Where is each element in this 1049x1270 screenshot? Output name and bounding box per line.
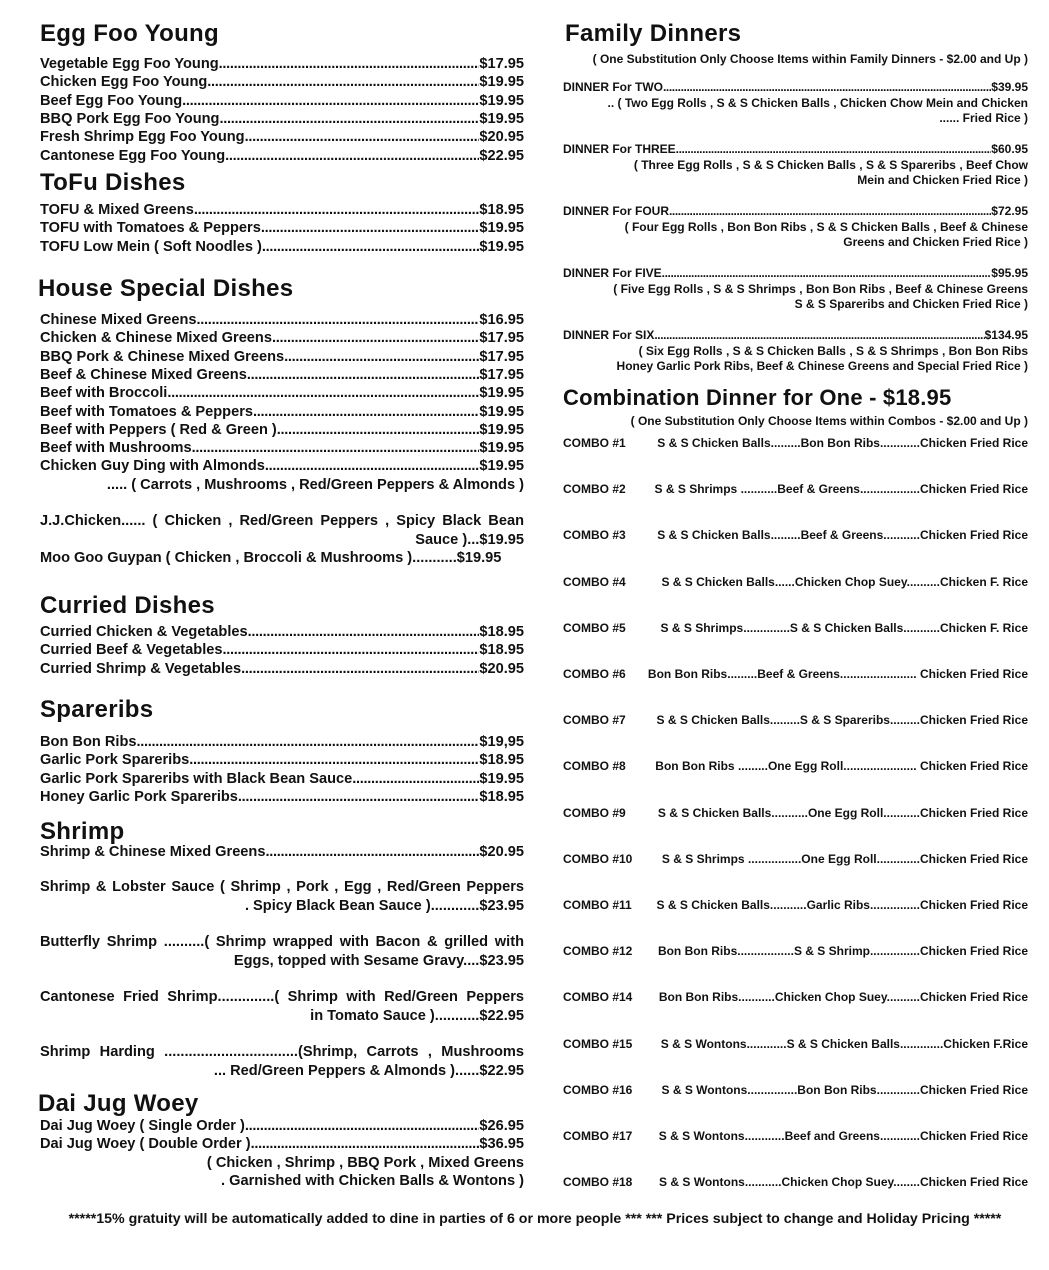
menu-item <box>40 843 524 861</box>
family-dinner-name: DINNER For FOUR <box>563 204 669 218</box>
leader-dots <box>238 788 479 806</box>
item-price: $22.95 <box>479 147 524 164</box>
leader-dots <box>669 204 991 220</box>
section-title-house-special: House Special Dishes <box>38 275 294 302</box>
leader-dots <box>223 641 480 659</box>
menu-item <box>40 128 524 146</box>
item-name: Dai Jug Woey ( Double Order ) <box>40 1136 251 1153</box>
combo-item <box>563 713 1028 727</box>
family-dinner-desc-line2: ...... Fried Rice ) <box>939 111 1028 125</box>
item-name: Beef with Broccoli <box>40 385 168 402</box>
item-name: Beef with Peppers ( Red & Green ) <box>40 421 277 438</box>
leader-dots <box>182 92 479 110</box>
family-dinner-price: $72.95 <box>991 204 1028 218</box>
item-name: Chicken & Chinese Mixed Greens <box>40 330 272 347</box>
menu-item <box>40 348 524 366</box>
family-dinner-header <box>563 80 1028 96</box>
leader-dots <box>248 623 480 641</box>
combo-description: Bon Bon Ribs.................S & S Shrimp...............Chicken Fried Rice <box>657 944 1028 959</box>
combo-number: COMBO #11 <box>563 898 632 912</box>
combo-item <box>563 1175 1028 1189</box>
item-name: Cantonese Egg Foo Young <box>40 147 226 164</box>
combo-number: COMBO #8 <box>563 759 626 774</box>
family-dinner-name: DINNER For TWO <box>563 80 663 94</box>
item-price: $20.95 <box>479 129 524 146</box>
combo-description: S & S Shrimps..............S & S Chicken Balls...........Chicken F. Rice <box>660 620 1028 635</box>
combo-description: S & S Chicken Balls.........S & S Spareribs.........Chicken Fried Rice <box>656 713 1028 728</box>
family-dinner-price: $95.95 <box>991 266 1028 280</box>
item-price: $26.95 <box>479 1118 524 1134</box>
family-dinner-desc-line1: ( Four Egg Rolls , Bon Bon Ribs , S & S Chicken Balls , Beef & Chinese <box>624 219 1028 234</box>
cantonese-shrimp-line1: Cantonese Fried Shrimp..............( Shrimp with Red/Green Peppers <box>40 989 524 1005</box>
family-dinner-desc-line2: Greens and Chicken Fried Rice ) <box>843 235 1028 249</box>
family-dinner-item <box>563 142 1028 189</box>
item-price: $18.95 <box>479 642 524 659</box>
leader-dots <box>654 328 984 344</box>
family-dinner-header <box>563 142 1028 158</box>
combo-description: Bon Bon Ribs...........Chicken Chop Suey..........Chicken Fried Rice <box>658 990 1028 1005</box>
menu-item <box>40 238 524 256</box>
family-dinner-desc-line2: Honey Garlic Pork Ribs, Beef & Chinese Greens and Special Fried Rice ) <box>616 359 1028 373</box>
leader-dots <box>219 110 479 128</box>
leader-dots <box>167 384 479 402</box>
dai-jug-note2: . Garnished with Chicken Balls & Wontons ) <box>221 1173 524 1189</box>
leader-dots <box>284 348 479 366</box>
item-name: BBQ Pork Egg Foo Young <box>40 110 220 127</box>
item-price: $16.95 <box>479 312 524 328</box>
combo-item <box>563 436 1028 450</box>
menu-item <box>40 201 524 219</box>
item-price: $18.95 <box>479 752 524 769</box>
combo-item <box>563 990 1028 1004</box>
dai-jug-note1: ( Chicken , Shrimp , BBQ Pork , Mixed Greens <box>206 1155 524 1171</box>
combo-description: S & S Chicken Balls...........Garlic Ribs...............Chicken Fried Rice <box>656 898 1028 912</box>
menu-item <box>40 421 524 439</box>
menu-item <box>40 329 524 347</box>
item-name: TOFU & Mixed Greens <box>40 202 194 218</box>
leader-dots <box>352 770 479 788</box>
item-name: Beef & Chinese Mixed Greens <box>40 366 247 383</box>
cantonese-shrimp-line2: in Tomato Sauce )...........$22.95 <box>310 1008 524 1024</box>
family-dinner-price: $60.95 <box>991 142 1028 156</box>
item-price: $19.95 <box>479 385 524 402</box>
combo-number: COMBO #1 <box>563 436 626 450</box>
family-dinner-name: DINNER For FIVE <box>563 266 662 280</box>
jj-chicken-item <box>40 512 524 550</box>
shrimp-harding-line1: Shrimp Harding .................................(Shrimp, Carrots , Mushrooms <box>40 1044 524 1060</box>
item-price: $36.95 <box>479 1136 524 1153</box>
item-name: Garlic Pork Spareribs with Black Bean Sauce <box>40 770 353 787</box>
leader-dots <box>241 660 479 678</box>
item-name: TOFU with Tomatoes & Peppers <box>40 220 261 237</box>
menu-item <box>40 219 524 237</box>
butterfly-shrimp-line2: Eggs, topped with Sesame Gravy....$23.95 <box>233 953 524 969</box>
combo-item <box>563 944 1028 958</box>
combo-description: S & S Chicken Balls.........Bon Bon Ribs............Chicken Fried Rice <box>657 436 1028 450</box>
item-name: Curried Shrimp & Vegetables <box>40 660 242 677</box>
combination-subtitle: ( One Substitution Only Choose Items within Combos - $2.00 and Up ) <box>630 414 1028 428</box>
menu-item <box>40 311 524 329</box>
leader-dots <box>245 128 480 146</box>
combo-item <box>563 1037 1028 1051</box>
item-price: $17.95 <box>479 56 524 72</box>
item-price: $19.95 <box>479 74 524 91</box>
combo-description: S & S Wontons...............Bon Bon Ribs.............Chicken Fried Rice <box>661 1082 1028 1097</box>
family-dinner-desc-line1: ( Six Egg Rolls , S & S Chicken Balls , S & S Shrimps , Bon Bon Ribs <box>638 343 1028 358</box>
section-title-spareribs: Spareribs <box>40 696 154 723</box>
combo-description: S & S Chicken Balls.........Beef & Greens...........Chicken Fried Rice <box>657 528 1028 543</box>
shrimp-harding-item <box>40 1043 524 1081</box>
item-price: $19.95 <box>479 92 524 109</box>
combo-number: COMBO #14 <box>563 990 633 1005</box>
item-price: $18.95 <box>479 202 524 218</box>
leader-dots <box>676 142 992 158</box>
menu-item <box>40 641 524 659</box>
combo-item <box>563 482 1028 496</box>
leader-dots <box>262 238 479 256</box>
family-dinner-header <box>563 204 1028 220</box>
leader-dots <box>245 1117 479 1135</box>
menu-item <box>40 457 524 475</box>
family-dinner-item <box>563 266 1028 313</box>
family-dinner-desc-line2: S & S Spareribs and Chicken Fried Rice ) <box>794 297 1028 311</box>
leader-dots <box>277 421 480 439</box>
family-dinner-desc-line2: Mein and Chicken Fried Rice ) <box>857 173 1028 187</box>
item-price: $19.95 <box>479 403 524 420</box>
menu-item <box>40 403 524 421</box>
menu-item <box>40 660 524 678</box>
item-price: $18.95 <box>479 788 524 805</box>
menu-item <box>40 623 524 641</box>
combo-description: S & S Chicken Balls...........One Egg Roll...........Chicken Fried Rice <box>657 805 1028 820</box>
leader-dots <box>189 751 479 769</box>
item-price: $20.95 <box>479 844 524 860</box>
leader-dots <box>272 329 479 347</box>
section-title-family-dinners: Family Dinners <box>565 20 742 47</box>
item-name: Beef with Mushrooms <box>40 440 192 457</box>
leader-dots <box>253 403 479 421</box>
item-price: $19.95 <box>479 421 524 438</box>
leader-dots <box>265 457 479 475</box>
combo-number: COMBO #16 <box>563 1082 633 1097</box>
combo-number: COMBO #9 <box>563 805 626 820</box>
family-dinner-name: DINNER For THREE <box>563 142 676 156</box>
leader-dots <box>251 1135 480 1153</box>
family-dinner-header <box>563 266 1028 282</box>
leader-dots <box>247 366 480 384</box>
footer-note: *****15% gratuity will be automatically added to dine in parties of 6 or more people *** *** Prices subject to change and Holiday Pricing ***** <box>68 1211 1002 1227</box>
family-dinner-price: $134.95 <box>984 328 1028 342</box>
item-name: Bon Bon Ribs <box>40 734 137 750</box>
item-price: $20.95 <box>479 660 524 677</box>
item-price: $17.95 <box>479 366 524 383</box>
menu-item <box>40 770 524 788</box>
item-name: BBQ Pork & Chinese Mixed Greens <box>40 348 285 365</box>
combo-item <box>563 852 1028 866</box>
item-name: Beef with Tomatoes & Peppers <box>40 403 254 420</box>
section-title-egg-foo-young: Egg Foo Young <box>40 20 219 47</box>
menu-item <box>40 384 524 402</box>
family-dinner-name: DINNER For SIX <box>563 328 655 342</box>
menu-item <box>40 1117 524 1135</box>
combo-number: COMBO #2 <box>563 482 626 497</box>
leader-dots <box>663 80 991 96</box>
combo-description: S & S Wontons...........Chicken Chop Suey........Chicken Fried Rice <box>659 1175 1028 1190</box>
butterfly-shrimp-line1: Butterfly Shrimp ..........( Shrimp wrapped with Bacon & grilled with <box>40 934 524 950</box>
combo-description: S & S Chicken Balls......Chicken Chop Suey..........Chicken F. Rice <box>661 574 1028 589</box>
item-price: $18.95 <box>479 624 524 640</box>
combo-number: COMBO #6 <box>563 667 626 681</box>
family-dinner-header <box>563 328 1028 344</box>
shrimp-lobster-line1: Shrimp & Lobster Sauce ( Shrimp , Pork , Egg , Red/Green Peppers <box>40 879 524 895</box>
jj-chicken-line2: Sauce )...$19.95 <box>415 532 524 548</box>
item-name: Chicken Guy Ding with Almonds <box>40 458 265 475</box>
item-name: Honey Garlic Pork Spareribs <box>40 788 238 805</box>
item-price: $17.95 <box>479 348 524 365</box>
item-price: $19.95 <box>479 770 524 787</box>
section-title-shrimp: Shrimp <box>40 818 125 845</box>
family-dinner-desc-line1: ( Five Egg Rolls , S & S Shrimps , Bon Bon Ribs , Beef & Chinese Greens <box>613 281 1028 296</box>
leader-dots <box>662 266 992 282</box>
item-name: Curried Beef & Vegetables <box>40 642 223 659</box>
family-dinner-item <box>563 328 1028 375</box>
shrimp-harding-line2: ... Red/Green Peppers & Almonds )......$22.95 <box>213 1063 524 1079</box>
leader-dots <box>197 311 480 329</box>
combo-description: Bon Bon Ribs .........One Egg Roll...................... Chicken Fried Rice <box>655 759 1028 774</box>
section-title-curried: Curried Dishes <box>40 592 215 619</box>
item-price: $19.95 <box>479 110 524 127</box>
combo-item <box>563 1129 1028 1143</box>
butterfly-shrimp-item <box>40 933 524 971</box>
item-price: $19,95 <box>479 734 524 750</box>
shrimp-lobster-line2: . Spicy Black Bean Sauce )............$23.95 <box>244 898 524 914</box>
family-dinner-item <box>563 204 1028 251</box>
shrimp-lobster-item <box>40 878 524 916</box>
menu-item <box>40 55 524 73</box>
combo-description: S & S Shrimps ...........Beef & Greens..................Chicken Fried Rice <box>654 482 1028 497</box>
item-name: Vegetable Egg Foo Young <box>40 56 219 72</box>
combo-number: COMBO #17 <box>563 1129 633 1143</box>
section-title-combination: Combination Dinner for One - $18.95 <box>563 385 952 410</box>
leader-dots <box>261 219 480 237</box>
combo-number: COMBO #4 <box>563 574 626 589</box>
item-price: $19.95 <box>479 458 524 475</box>
combo-item <box>563 759 1028 773</box>
section-title-dai-jug-woey: Dai Jug Woey <box>38 1090 199 1117</box>
leader-dots <box>219 55 480 73</box>
leader-dots <box>136 733 479 751</box>
combo-number: COMBO #5 <box>563 620 626 635</box>
leader-dots <box>225 147 479 165</box>
combo-item <box>563 575 1028 589</box>
item-name: Garlic Pork Spareribs <box>40 752 190 769</box>
item-price: $19.95 <box>479 440 524 457</box>
menu-item <box>40 92 524 110</box>
family-dinners-subtitle: ( One Substitution Only Choose Items within Family Dinners - $2.00 and Up ) <box>592 52 1028 66</box>
item-name: Beef Egg Foo Young <box>40 92 183 109</box>
item-name: TOFU Low Mein ( Soft Noodles ) <box>40 238 262 255</box>
combo-description: Bon Bon Ribs.........Beef & Greens....................... Chicken Fried Rice <box>647 667 1028 681</box>
guy-ding-note: ..... ( Carrots , Mushrooms , Red/Green Peppers & Almonds ) <box>106 477 524 493</box>
combo-number: COMBO #12 <box>563 944 633 959</box>
moo-goo-guypan-item: Moo Goo Guypan ( Chicken , Broccoli & Mushrooms )...........$19.95 <box>40 550 502 566</box>
cantonese-fried-shrimp-item <box>40 988 524 1026</box>
item-price: $19.95 <box>479 220 524 237</box>
combo-item <box>563 806 1028 820</box>
section-title-tofu: ToFu Dishes <box>40 169 186 196</box>
combo-item <box>563 898 1028 912</box>
item-name: Fresh Shrimp Egg Foo Young <box>40 129 245 146</box>
family-dinner-price: $39.95 <box>991 80 1028 94</box>
family-dinner-desc-line1: .. ( Two Egg Rolls , S & S Chicken Balls , Chicken Chow Mein and Chicken <box>607 95 1028 110</box>
combo-description: S & S Shrimps ................One Egg Roll.............Chicken Fried Rice <box>661 851 1028 866</box>
combo-number: COMBO #7 <box>563 713 626 728</box>
family-dinner-desc-line1: ( Three Egg Rolls , S & S Chicken Balls , S & S Spareribs , Beef Chow <box>633 157 1028 172</box>
combo-item <box>563 621 1028 635</box>
item-name: Dai Jug Woey ( Single Order ) <box>40 1118 245 1134</box>
item-name: Chinese Mixed Greens <box>40 312 197 328</box>
leader-dots <box>192 439 480 457</box>
menu-item <box>40 147 524 165</box>
combo-item <box>563 528 1028 542</box>
leader-dots <box>194 201 480 219</box>
menu-item <box>40 110 524 128</box>
menu-item <box>40 733 524 751</box>
item-name: Curried Chicken & Vegetables <box>40 624 248 640</box>
item-price: $17.95 <box>479 330 524 347</box>
jj-chicken-line1: J.J.Chicken...... ( Chicken , Red/Green Peppers , Spicy Black Bean <box>40 513 524 529</box>
combo-number: COMBO #10 <box>563 851 633 866</box>
menu-item <box>40 788 524 806</box>
leader-dots <box>207 73 479 91</box>
menu-item <box>40 439 524 457</box>
combo-item <box>563 667 1028 681</box>
menu-item <box>40 1135 524 1153</box>
combo-number: COMBO #15 <box>563 1036 633 1051</box>
combo-description: S & S Wontons............S & S Chicken Balls.............Chicken F.Rice <box>660 1036 1028 1051</box>
combo-description: S & S Wontons............Beef and Greens............Chicken Fried Rice <box>658 1129 1028 1143</box>
item-name: Chicken Egg Foo Young <box>40 74 208 91</box>
family-dinner-item <box>563 80 1028 127</box>
combo-item <box>563 1083 1028 1097</box>
item-price: $19.95 <box>479 238 524 255</box>
menu-item <box>40 751 524 769</box>
combo-number: COMBO #18 <box>563 1175 633 1190</box>
item-name: Shrimp & Chinese Mixed Greens <box>40 844 266 860</box>
combo-number: COMBO #3 <box>563 528 626 543</box>
menu-item <box>40 366 524 384</box>
menu-item <box>40 73 524 91</box>
